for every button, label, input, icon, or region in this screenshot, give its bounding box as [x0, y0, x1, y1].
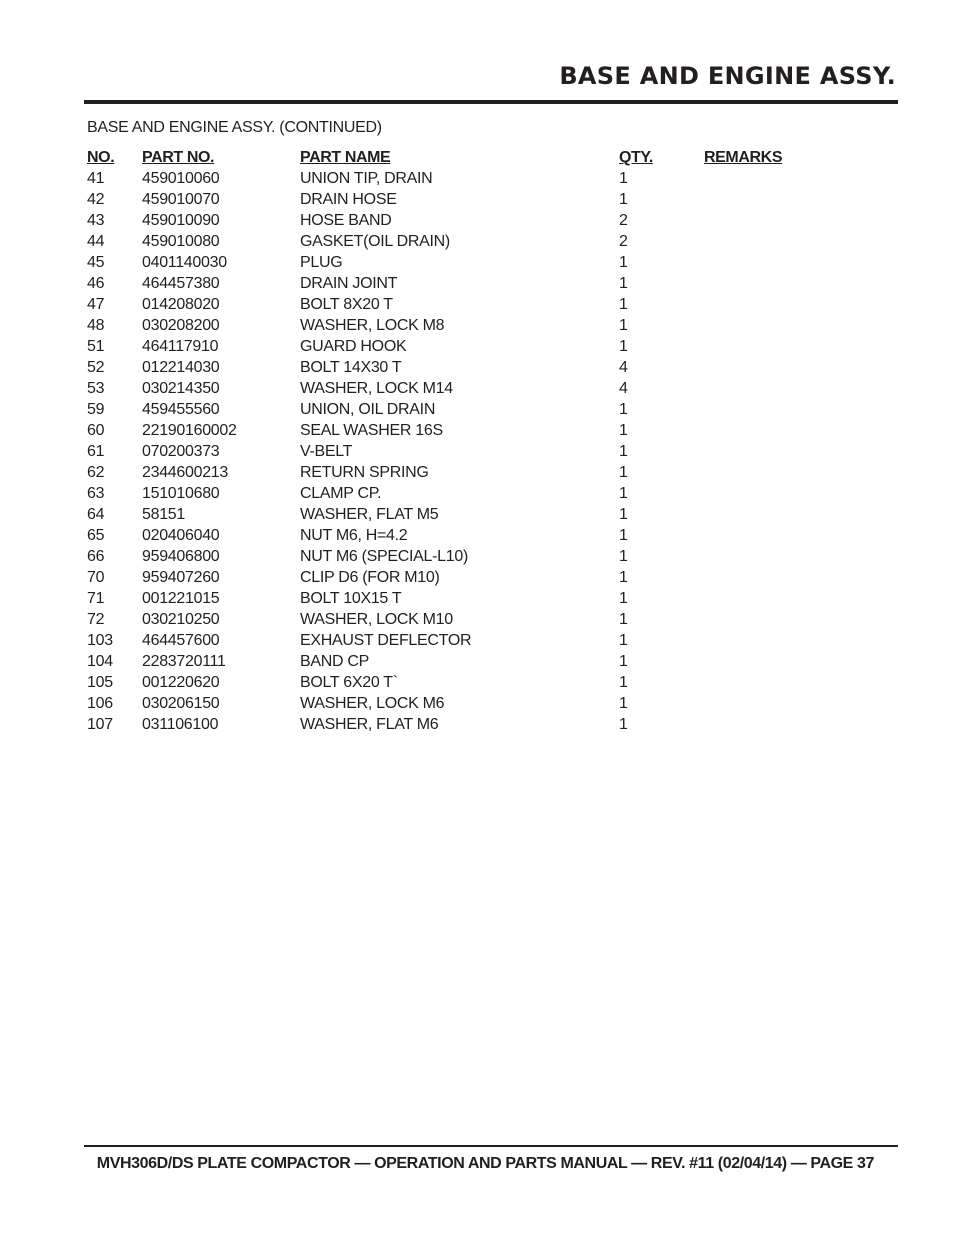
cell-part-no: 020406040 — [142, 527, 220, 544]
cell-qty: 1 — [619, 485, 628, 502]
cell-remarks — [704, 714, 824, 735]
cell-part-no: 070200373 — [142, 443, 220, 460]
cell-part-name: BOLT 14X30 T — [300, 359, 402, 376]
section-heading: BASE AND ENGINE ASSY. (CONTINUED) — [87, 119, 382, 136]
table-row — [87, 567, 824, 588]
cell-item-no: 45 — [87, 254, 105, 271]
table-row — [87, 672, 824, 693]
cell-part-name: BOLT 8X20 T — [300, 296, 393, 313]
cell-item-no: 46 — [87, 275, 105, 292]
table-row — [87, 693, 824, 714]
cell-remarks — [704, 357, 824, 378]
cell-item-no: 52 — [87, 359, 105, 376]
table-row — [87, 630, 824, 651]
cell-part-name: CLIP D6 (FOR M10) — [300, 569, 440, 586]
cell-remarks — [704, 399, 824, 420]
cell-qty: 1 — [619, 590, 628, 607]
cell-qty: 1 — [619, 464, 628, 481]
cell-part-no: 2344600213 — [142, 464, 228, 481]
cell-part-name: DRAIN HOSE — [300, 191, 397, 208]
table-row — [87, 546, 824, 567]
table-row — [87, 651, 824, 672]
cell-remarks — [704, 420, 824, 441]
cell-remarks — [704, 252, 824, 273]
cell-qty: 1 — [619, 548, 628, 565]
cell-part-no: 464457380 — [142, 275, 220, 292]
cell-part-no: 464117910 — [142, 338, 219, 355]
cell-part-no: 030210250 — [142, 611, 220, 628]
cell-part-no: 2283720111 — [142, 653, 226, 670]
cell-part-name: NUT M6 (SPECIAL-L10) — [300, 548, 468, 565]
footer-divider — [84, 1145, 898, 1147]
cell-part-no: 030208200 — [142, 317, 220, 334]
cell-remarks — [704, 441, 824, 462]
cell-qty: 1 — [619, 401, 628, 418]
cell-qty: 1 — [619, 695, 628, 712]
cell-remarks — [704, 231, 824, 252]
cell-remarks — [704, 189, 824, 210]
cell-remarks — [704, 483, 824, 504]
cell-item-no: 65 — [87, 527, 105, 544]
cell-qty: 4 — [619, 380, 628, 397]
cell-remarks — [704, 630, 824, 651]
cell-qty: 1 — [619, 506, 628, 523]
cell-remarks — [704, 609, 824, 630]
cell-item-no: 104 — [87, 653, 113, 670]
cell-item-no: 44 — [87, 233, 105, 250]
cell-qty: 1 — [619, 170, 628, 187]
column-header-no: NO. — [87, 149, 115, 166]
table-row — [87, 189, 824, 210]
table-row — [87, 420, 824, 441]
cell-qty: 1 — [619, 191, 628, 208]
cell-item-no: 72 — [87, 611, 105, 628]
cell-part-no: 58151 — [142, 506, 185, 523]
cell-item-no: 41 — [87, 170, 105, 187]
column-header-qty: QTY. — [619, 149, 653, 166]
cell-part-no: 22190160002 — [142, 422, 237, 439]
table-row — [87, 378, 824, 399]
cell-item-no: 71 — [87, 590, 105, 607]
table-header-row — [87, 147, 824, 168]
table-row — [87, 462, 824, 483]
cell-part-no: 031106100 — [142, 716, 219, 733]
cell-item-no: 47 — [87, 296, 105, 313]
table-row — [87, 210, 824, 231]
cell-part-name: WASHER, LOCK M14 — [300, 380, 453, 397]
column-header-part-no: PART NO. — [142, 149, 215, 166]
cell-item-no: 42 — [87, 191, 105, 208]
cell-part-name: V-BELT — [300, 443, 353, 460]
cell-item-no: 105 — [87, 674, 113, 691]
cell-remarks — [704, 504, 824, 525]
cell-part-name: PLUG — [300, 254, 343, 271]
table-row — [87, 588, 824, 609]
cell-remarks — [704, 693, 824, 714]
cell-remarks — [704, 294, 824, 315]
cell-qty: 1 — [619, 716, 628, 733]
cell-remarks — [704, 651, 824, 672]
cell-part-name: WASHER, FLAT M6 — [300, 716, 439, 733]
cell-part-name: SEAL WASHER 16S — [300, 422, 443, 439]
cell-part-no: 464457600 — [142, 632, 220, 649]
cell-part-name: BOLT 10X15 T — [300, 590, 402, 607]
cell-remarks — [704, 462, 824, 483]
cell-item-no: 62 — [87, 464, 105, 481]
cell-item-no: 60 — [87, 422, 105, 439]
cell-remarks — [704, 336, 824, 357]
cell-item-no: 48 — [87, 317, 105, 334]
cell-qty: 1 — [619, 653, 628, 670]
cell-item-no: 70 — [87, 569, 105, 586]
cell-qty: 1 — [619, 275, 628, 292]
table-row — [87, 357, 824, 378]
cell-part-name: GASKET(OIL DRAIN) — [300, 233, 450, 250]
cell-part-no: 459010070 — [142, 191, 220, 208]
footer-text: MVH306D/DS PLATE COMPACTOR — OPERATION AND PARTS MANUAL — REV. #11 (02/04/14) — PAGE 37 — [96, 1155, 874, 1172]
page-title: BASE AND ENGINE ASSY. — [559, 62, 896, 90]
cell-item-no: 103 — [87, 632, 113, 649]
cell-qty: 1 — [619, 611, 628, 628]
cell-item-no: 61 — [87, 443, 105, 460]
parts-table-body — [87, 168, 824, 735]
cell-part-no: 0401140030 — [142, 254, 227, 271]
parts-table — [87, 147, 824, 735]
cell-part-no: 459010090 — [142, 212, 220, 229]
table-row — [87, 441, 824, 462]
cell-qty: 1 — [619, 422, 628, 439]
cell-qty: 1 — [619, 674, 628, 691]
cell-qty: 1 — [619, 443, 628, 460]
cell-remarks — [704, 672, 824, 693]
table-row — [87, 609, 824, 630]
cell-part-name: BAND CP — [300, 653, 370, 670]
cell-part-no: 459010060 — [142, 170, 220, 187]
cell-qty: 2 — [619, 233, 628, 250]
table-row — [87, 336, 824, 357]
cell-item-no: 43 — [87, 212, 105, 229]
cell-part-name: NUT M6, H=4.2 — [300, 527, 408, 544]
table-row — [87, 231, 824, 252]
cell-part-no: 001221015 — [142, 590, 220, 607]
cell-part-no: 459455560 — [142, 401, 220, 418]
cell-part-name: WASHER, LOCK M10 — [300, 611, 453, 628]
table-row — [87, 483, 824, 504]
cell-part-name: BOLT 6X20 T` — [300, 674, 398, 691]
cell-remarks — [704, 567, 824, 588]
cell-qty: 2 — [619, 212, 628, 229]
title-divider — [84, 100, 898, 104]
cell-part-no: 459010080 — [142, 233, 220, 250]
table-row — [87, 525, 824, 546]
cell-remarks — [704, 525, 824, 546]
cell-part-no: 151010680 — [142, 485, 220, 502]
cell-part-name: RETURN SPRING — [300, 464, 429, 481]
cell-part-name: EXHAUST DEFLECTOR — [300, 632, 472, 649]
cell-qty: 1 — [619, 296, 628, 313]
cell-part-no: 001220620 — [142, 674, 220, 691]
cell-item-no: 53 — [87, 380, 105, 397]
cell-part-no: 030206150 — [142, 695, 220, 712]
cell-part-no: 014208020 — [142, 296, 220, 313]
cell-part-no: 012214030 — [142, 359, 220, 376]
cell-part-name: WASHER, FLAT M5 — [300, 506, 439, 523]
cell-item-no: 63 — [87, 485, 105, 502]
cell-part-name: DRAIN JOINT — [300, 275, 398, 292]
cell-part-no: 959407260 — [142, 569, 220, 586]
table-row — [87, 252, 824, 273]
table-row — [87, 399, 824, 420]
cell-part-name: UNION, OIL DRAIN — [300, 401, 436, 418]
cell-item-no: 107 — [87, 716, 113, 733]
cell-item-no: 106 — [87, 695, 113, 712]
cell-part-name: CLAMP CP. — [300, 485, 382, 502]
cell-item-no: 66 — [87, 548, 105, 565]
table-row — [87, 315, 824, 336]
cell-part-name: GUARD HOOK — [300, 338, 407, 355]
cell-part-no: 959406800 — [142, 548, 220, 565]
cell-qty: 1 — [619, 527, 628, 544]
table-row — [87, 294, 824, 315]
cell-item-no: 64 — [87, 506, 105, 523]
cell-qty: 4 — [619, 359, 628, 376]
cell-qty: 1 — [619, 569, 628, 586]
cell-item-no: 59 — [87, 401, 105, 418]
table-row — [87, 273, 824, 294]
column-header-part-name: PART NAME — [300, 149, 391, 166]
cell-remarks — [704, 168, 824, 189]
cell-qty: 1 — [619, 632, 628, 649]
cell-remarks — [704, 273, 824, 294]
table-row — [87, 504, 824, 525]
cell-part-name: HOSE BAND — [300, 212, 392, 229]
cell-remarks — [704, 588, 824, 609]
cell-part-name: WASHER, LOCK M8 — [300, 317, 445, 334]
cell-remarks — [704, 315, 824, 336]
cell-item-no: 51 — [87, 338, 105, 355]
cell-part-no: 030214350 — [142, 380, 220, 397]
cell-qty: 1 — [619, 338, 628, 355]
cell-remarks — [704, 378, 824, 399]
cell-remarks — [704, 210, 824, 231]
cell-remarks — [704, 546, 824, 567]
table-row — [87, 714, 824, 735]
cell-part-name: WASHER, LOCK M6 — [300, 695, 445, 712]
table-row — [87, 168, 824, 189]
column-header-remarks: REMARKS — [704, 149, 783, 166]
cell-qty: 1 — [619, 254, 628, 271]
cell-qty: 1 — [619, 317, 628, 334]
cell-part-name: UNION TIP, DRAIN — [300, 170, 433, 187]
